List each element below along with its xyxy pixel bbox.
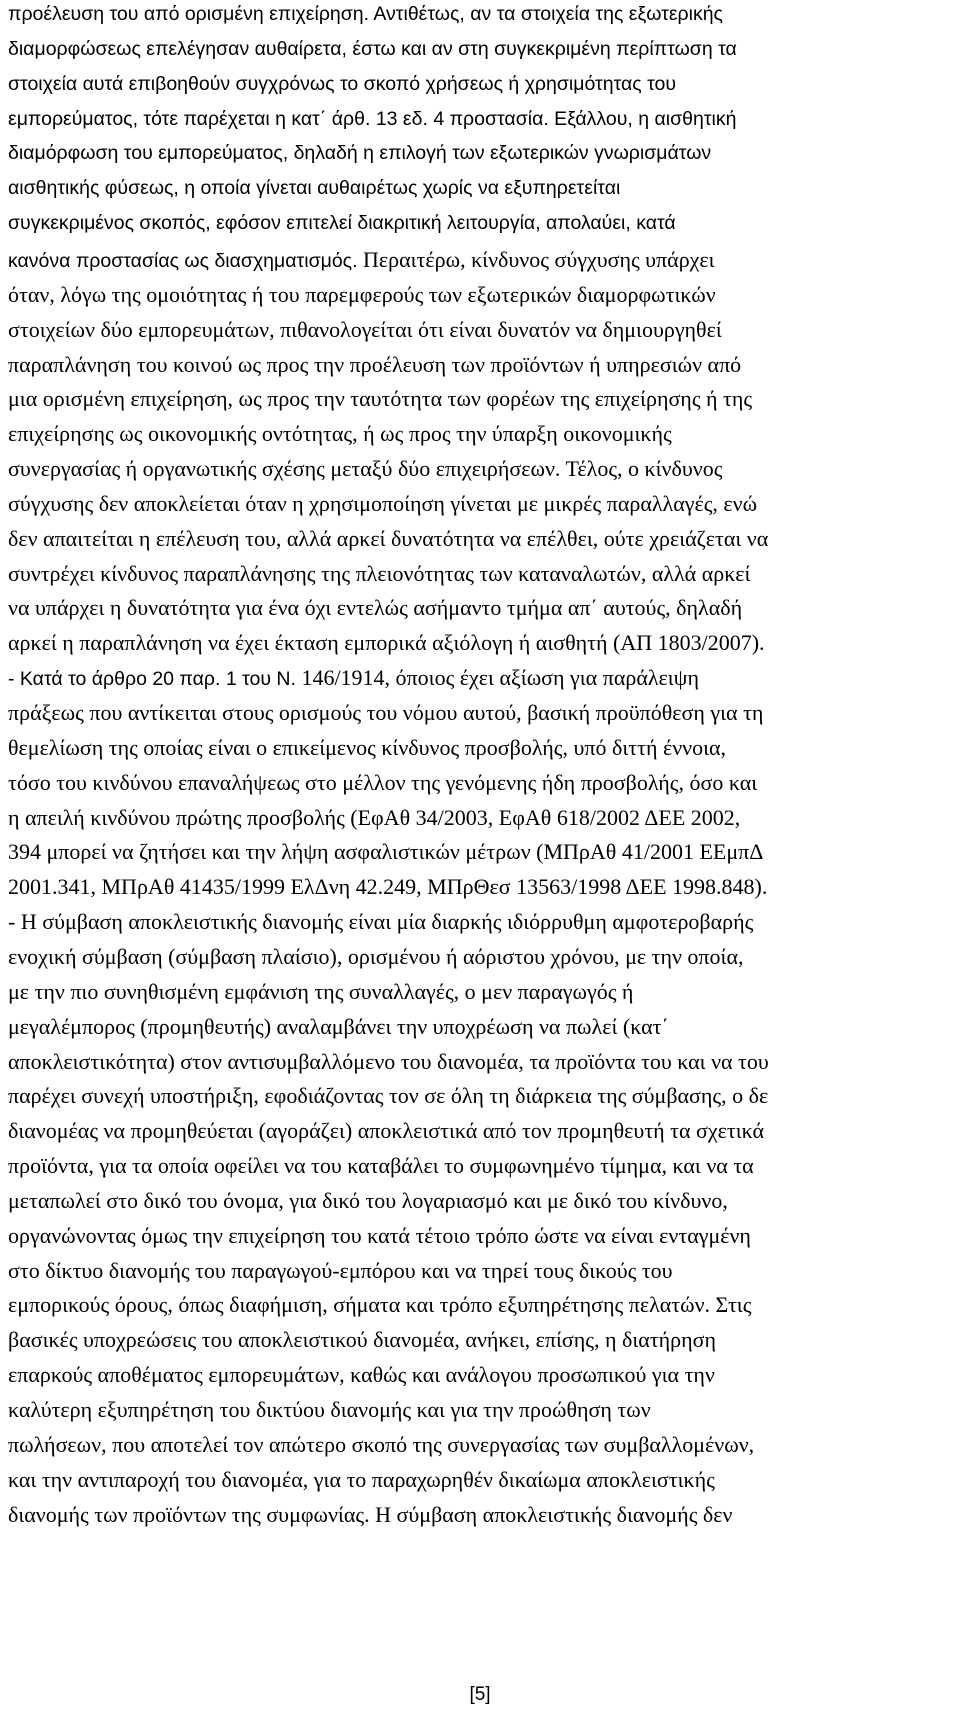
text-segment: διαμορφώσεως επελέγησαν αυθαίρετα, έστω και αν στη συγκεκριμένη περίπτωση τα	[8, 37, 737, 60]
text-line	[8, 805, 952, 838]
text-line	[8, 1327, 952, 1360]
text-line	[8, 212, 952, 245]
text-segment: να υπάρχει η δυνατότητα για ένα όχι εντελώς ασήμαντο τμήμα απ΄ αυτούς, δηλαδή	[8, 595, 743, 621]
page-number: [5]	[469, 1684, 491, 1705]
text-segment: σύγχυσης δεν αποκλείεται όταν η χρησιμοποίηση γίνεται με μικρές παραλλαγές, ενώ	[8, 490, 758, 516]
text-segment: διανομέας να προμηθεύεται (αγοράζει) αποκλειστικά από τον προμηθευτή τα σχετικά	[8, 1118, 765, 1144]
text-line	[8, 839, 952, 872]
text-line	[8, 491, 952, 524]
text-line	[8, 944, 952, 977]
text-segment: προϊόντα, για τα οποία οφείλει να του καταβάλει το συμφωνημένο τίμημα, και να τα	[8, 1153, 754, 1179]
text-line	[8, 630, 952, 663]
text-segment: όταν, λόγω της ομοιότητας ή του παρεμφερούς των εξωτερικών διαμορφωτικών	[8, 281, 716, 307]
text-segment: - Κατά το άρθρο 20 παρ. 1 του Ν.	[8, 668, 296, 691]
text-line	[8, 595, 952, 628]
text-line	[8, 1397, 952, 1430]
text-segment: στοιχεία αυτά επιβοηθούν συγχρόνως το σκοπό χρήσεως ή χρησιμότητας του	[8, 72, 677, 95]
text-segment: και την αντιπαροχή του διανομέα, για το παραχωρηθέν δικαίωμα αποκλειστικής	[8, 1466, 715, 1492]
text-segment: πράξεως που αντίκειται στους ορισμούς του νόμου αυτού, βασική προϋπόθεση για τη	[8, 700, 764, 725]
text-line	[8, 561, 952, 594]
text-segment: αισθητικής φύσεως, η οποία γίνεται αυθαιρέτως χωρίς να εξυπηρετείται	[8, 177, 621, 200]
text-line	[8, 874, 952, 907]
text-line	[8, 1223, 952, 1256]
text-segment: ενοχική σύμβαση (σύμβαση πλαίσιο), ορισμένου ή αόριστου χρόνου, με την οποία,	[8, 943, 744, 969]
text-segment: πωλήσεων, που αποτελεί τον απώτερο σκοπό της συνεργασίας των συμβαλλομένων,	[8, 1431, 755, 1457]
text-line	[8, 1049, 952, 1082]
text-segment: οργανώνοντας όμως την επιχείρηση του κατά τέτοιο τρόπο ώστε να είναι ενταγμένη	[8, 1222, 751, 1248]
text-line	[8, 177, 952, 210]
text-segment: θεμελίωση της οποίας είναι ο επικείμενος κίνδυνος προσβολής, υπό διττή έννοια,	[8, 734, 727, 760]
text-line	[8, 3, 952, 36]
text-segment: 2001.341, ΜΠρΑθ 41435/1999 ΕλΔνη 42.249, ΜΠρΘεσ 13563/1998 ΔΕΕ 1998.848).	[8, 874, 768, 900]
text-line	[8, 282, 952, 315]
text-line	[8, 1432, 952, 1465]
text-line	[8, 247, 952, 280]
text-segment: αρκεί η παραπλάνηση να έχει έκταση εμπορικά αξιόλογη ή αισθητή (ΑΠ 1803/2007).	[8, 630, 765, 656]
text-segment: διανομής των προϊόντων της συμφωνίας. Η σύμβαση αποκλειστικής διανομής δεν	[8, 1501, 733, 1527]
text-segment: παρέχει συνεχή υποστήριξη, εφοδιάζοντας τον σε όλη τη διάρκεια της σύμβασης, ο δε	[8, 1083, 769, 1109]
text-line	[8, 700, 952, 733]
text-line	[8, 979, 952, 1012]
text-line	[8, 665, 952, 698]
text-line	[8, 1258, 952, 1291]
text-line	[8, 1502, 952, 1535]
text-line	[8, 1153, 952, 1186]
text-segment: η απειλή κινδύνου πρώτης προσβολής (ΕφΑθ 34/2003, ΕφΑθ 618/2002 ΔΕΕ 2002,	[8, 804, 741, 830]
text-segment: παραπλάνηση του κοινού ως προς την προέλευση των προϊόντων ή υπηρεσιών από	[8, 351, 742, 377]
text-segment: επαρκούς αποθέματος εμπορευμάτων, καθώς και ανάλογου προσωπικού για την	[8, 1362, 715, 1388]
text-segment: δεν απαιτείται η επέλευση του, αλλά αρκεί δυνατότητα να επέλθει, ούτε χρειάζεται να	[8, 525, 769, 551]
text-line	[8, 1292, 952, 1325]
text-segment: αποκλειστικότητα) στον αντισυμβαλλόμενο του διανομέα, τα προϊόντα του και να του	[8, 1048, 769, 1074]
text-segment: κανόνα προστασίας ως διασχηματισμός.	[8, 249, 358, 272]
text-line	[8, 909, 952, 942]
text-segment: μεγαλέμπορος (προμηθευτής) αναλαμβάνει την υποχρέωση να πωλεί (κατ΄	[8, 1013, 669, 1039]
text-segment: μεταπωλεί στο δικό του όνομα, για δικό του λογαριασμό και με δικό του κίνδυνο,	[8, 1187, 728, 1213]
text-segment: Περαιτέρω, κίνδυνος σύγχυσης υπάρχει	[357, 246, 715, 272]
text-segment: εμπορεύματος, τότε παρέχεται η κατ΄ άρθ. 13 εδ. 4 προστασία.	[8, 107, 549, 130]
text-line	[8, 770, 952, 803]
text-line	[8, 1188, 952, 1221]
text-segment: με την πιο συνηθισμένη εμφάνιση της συναλλαγές, ο μεν παραγωγός ή	[8, 978, 634, 1004]
text-line	[8, 142, 952, 175]
text-segment: καλύτερη εξυπηρέτηση του δικτύου διανομής και για την προώθηση των	[8, 1397, 651, 1422]
text-line	[8, 73, 952, 106]
text-segment: επιχείρησης ως οικονομικής οντότητας, ή ως προς την ύπαρξη οικονομικής	[8, 421, 672, 447]
text-segment: διαμόρφωση του εμπορεύματος, δηλαδή η επιλογή των εξωτερικών γνωρισμάτων	[8, 142, 712, 165]
text-segment: - Η σύμβαση αποκλειστικής διανομής είναι μία διαρκής ιδιόρρυθμη αμφοτεροβαρής	[8, 909, 754, 935]
text-line	[8, 1467, 952, 1500]
text-line	[8, 1083, 952, 1116]
text-line	[8, 1118, 952, 1151]
text-line	[8, 1362, 952, 1395]
text-segment: στο δίκτυο διανομής του παραγωγού-εμπόρου και να τηρεί τους δικούς του	[8, 1257, 673, 1283]
text-line	[8, 317, 952, 350]
text-line	[8, 456, 952, 489]
text-segment: τόσο του κινδύνου επαναλήψεως στο μέλλον της γενόμενης ήδη προσβολής, όσο και	[8, 769, 758, 795]
text-line	[8, 352, 952, 385]
text-line	[8, 108, 952, 141]
text-segment: 394 μπορεί να ζητήσει και την λήψη ασφαλιστικών μέτρων (ΜΠρΑθ 41/2001 ΕΕμπΔ	[8, 839, 764, 865]
text-line	[8, 421, 952, 454]
text-line	[8, 1014, 952, 1047]
text-segment: στοιχείων δύο εμπορευμάτων, πιθανολογείται ότι είναι δυνατόν να δημιουργηθεί	[8, 316, 722, 342]
text-segment: 146/1914, όποιος έχει αξίωση για παράλειψη	[295, 665, 699, 691]
text-segment: συντρέχει κίνδυνος παραπλάνησης της πλειονότητας των καταναλωτών, αλλά αρκεί	[8, 560, 751, 586]
text-segment: συγκεκριμένος σκοπός, εφόσον επιτελεί διακριτική λειτουργία, απολαύει, κατά	[8, 212, 676, 235]
text-segment: βασικές υποχρεώσεις του αποκλειστικού διανομέα, ανήκει, επίσης, η διατήρηση	[8, 1327, 717, 1353]
text-segment: μια ορισμένη επιχείρηση, ως προς την ταυτότητα των φορέων της επιχείρησης ή της	[8, 386, 753, 412]
text-segment: εμπορικούς όρους, όπως διαφήμιση, σήματα και τρόπο εξυπηρέτησης πελατών. Στις	[8, 1292, 752, 1318]
text-segment: Εξάλλου, η αισθητική	[548, 107, 737, 130]
text-line	[8, 38, 952, 71]
text-line	[8, 526, 952, 559]
text-segment: συνεργασίας ή οργανωτικής σχέσης μεταξύ δύο επιχειρήσεων. Τέλος, ο κίνδυνος	[8, 456, 723, 482]
text-line	[8, 386, 952, 419]
text-segment: προέλευση του από ορισμένη επιχείρηση. Αντιθέτως, αν τα στοιχεία της εξωτερικής	[8, 3, 723, 25]
text-line	[8, 735, 952, 768]
